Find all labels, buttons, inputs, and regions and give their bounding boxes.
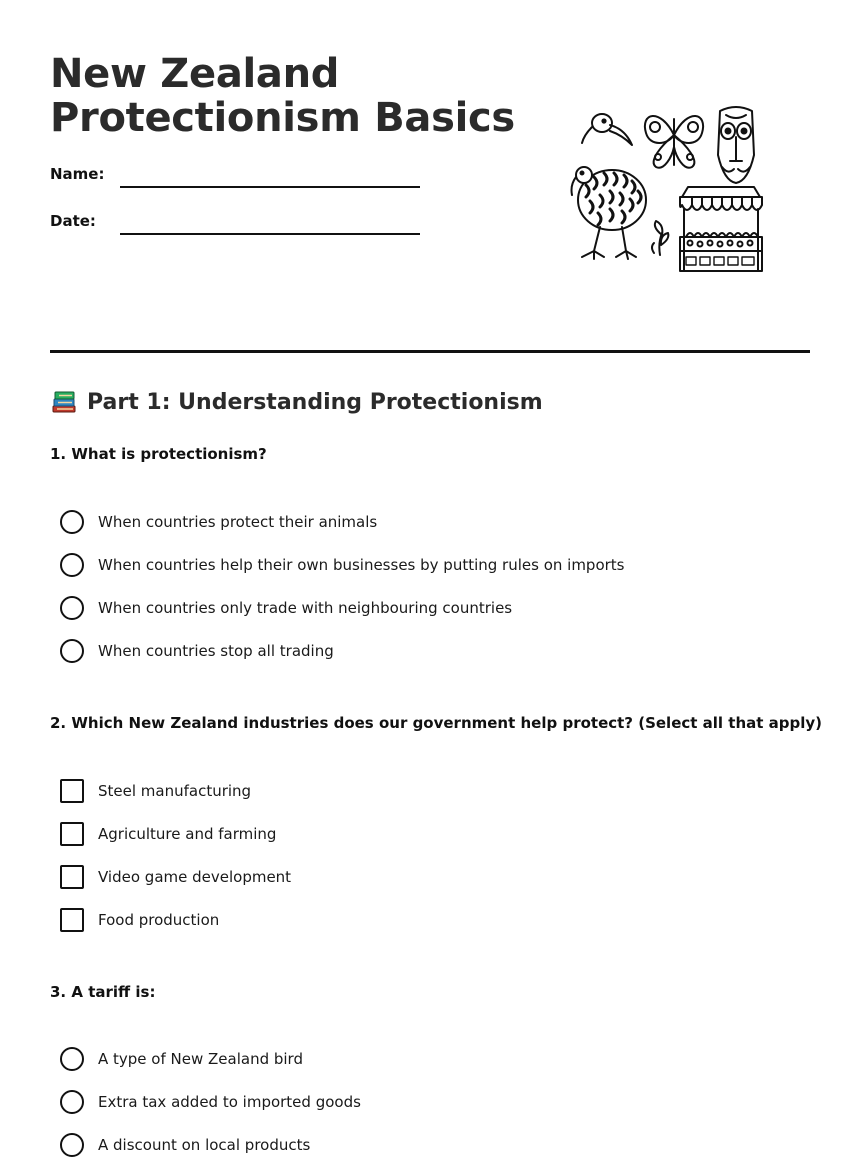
date-field[interactable] [120,233,420,235]
kiwi-bird-icon [572,167,647,259]
part1-heading [50,388,543,416]
q1-option-1[interactable] [60,509,377,535]
date-label: Date: [50,212,96,230]
radio-button[interactable] [60,1133,84,1157]
question-2: 2. Which New Zealand industries does our government help protect? (Select all that apply) [50,714,823,732]
radio-button[interactable] [60,596,84,620]
checkbox[interactable] [60,908,84,932]
name-field[interactable] [120,186,420,188]
title-line-1: New Zealand [50,51,340,97]
option-label: A discount on local products [98,1136,311,1154]
q3-option-3[interactable] [60,1132,310,1158]
q2-option-2[interactable] [60,821,276,847]
page-title [50,52,515,140]
koru-pattern-icon [645,116,703,168]
option-label: Extra tax added to imported goods [98,1093,361,1111]
option-label: Food production [98,911,220,929]
option-label: When countries protect their animals [98,513,378,531]
radio-button[interactable] [60,639,84,663]
option-label: Steel manufacturing [98,782,252,800]
option-label: When countries stop all trading [98,642,334,660]
radio-button[interactable] [60,1090,84,1114]
question-3: 3. A tariff is: [50,983,156,1001]
books-icon [50,388,78,416]
q2-option-4[interactable] [60,907,219,933]
option-label: When countries only trade with neighbouring countries [98,599,513,617]
part1-heading-text: Part 1: Understanding Protectionism [87,389,543,415]
radio-button[interactable] [60,1047,84,1071]
worksheet-illustration [570,105,770,275]
option-label: Video game development [98,868,292,886]
q1-option-3[interactable] [60,595,512,621]
q2-option-3[interactable] [60,864,291,890]
section-divider [50,350,810,353]
checkbox[interactable] [60,779,84,803]
question-1: 1. What is protectionism? [50,445,267,463]
checkbox[interactable] [60,822,84,846]
tiki-carving-icon [718,107,754,183]
option-label: When countries help their own businesses by putting rules on imports [98,556,625,574]
name-label: Name: [50,165,105,183]
q3-option-2[interactable] [60,1089,361,1115]
huia-bird-icon [582,114,632,145]
fern-sprout-icon [652,221,668,255]
option-label: A type of New Zealand bird [98,1050,303,1068]
q1-option-2[interactable] [60,552,625,578]
q2-option-1[interactable] [60,778,251,804]
radio-button[interactable] [60,553,84,577]
option-label: Agriculture and farming [98,825,277,843]
checkbox[interactable] [60,865,84,889]
q3-option-1[interactable] [60,1046,303,1072]
radio-button[interactable] [60,510,84,534]
title-line-2: Protectionism Basics [50,95,515,141]
q1-option-4[interactable] [60,638,334,664]
market-stall-icon [680,187,762,271]
